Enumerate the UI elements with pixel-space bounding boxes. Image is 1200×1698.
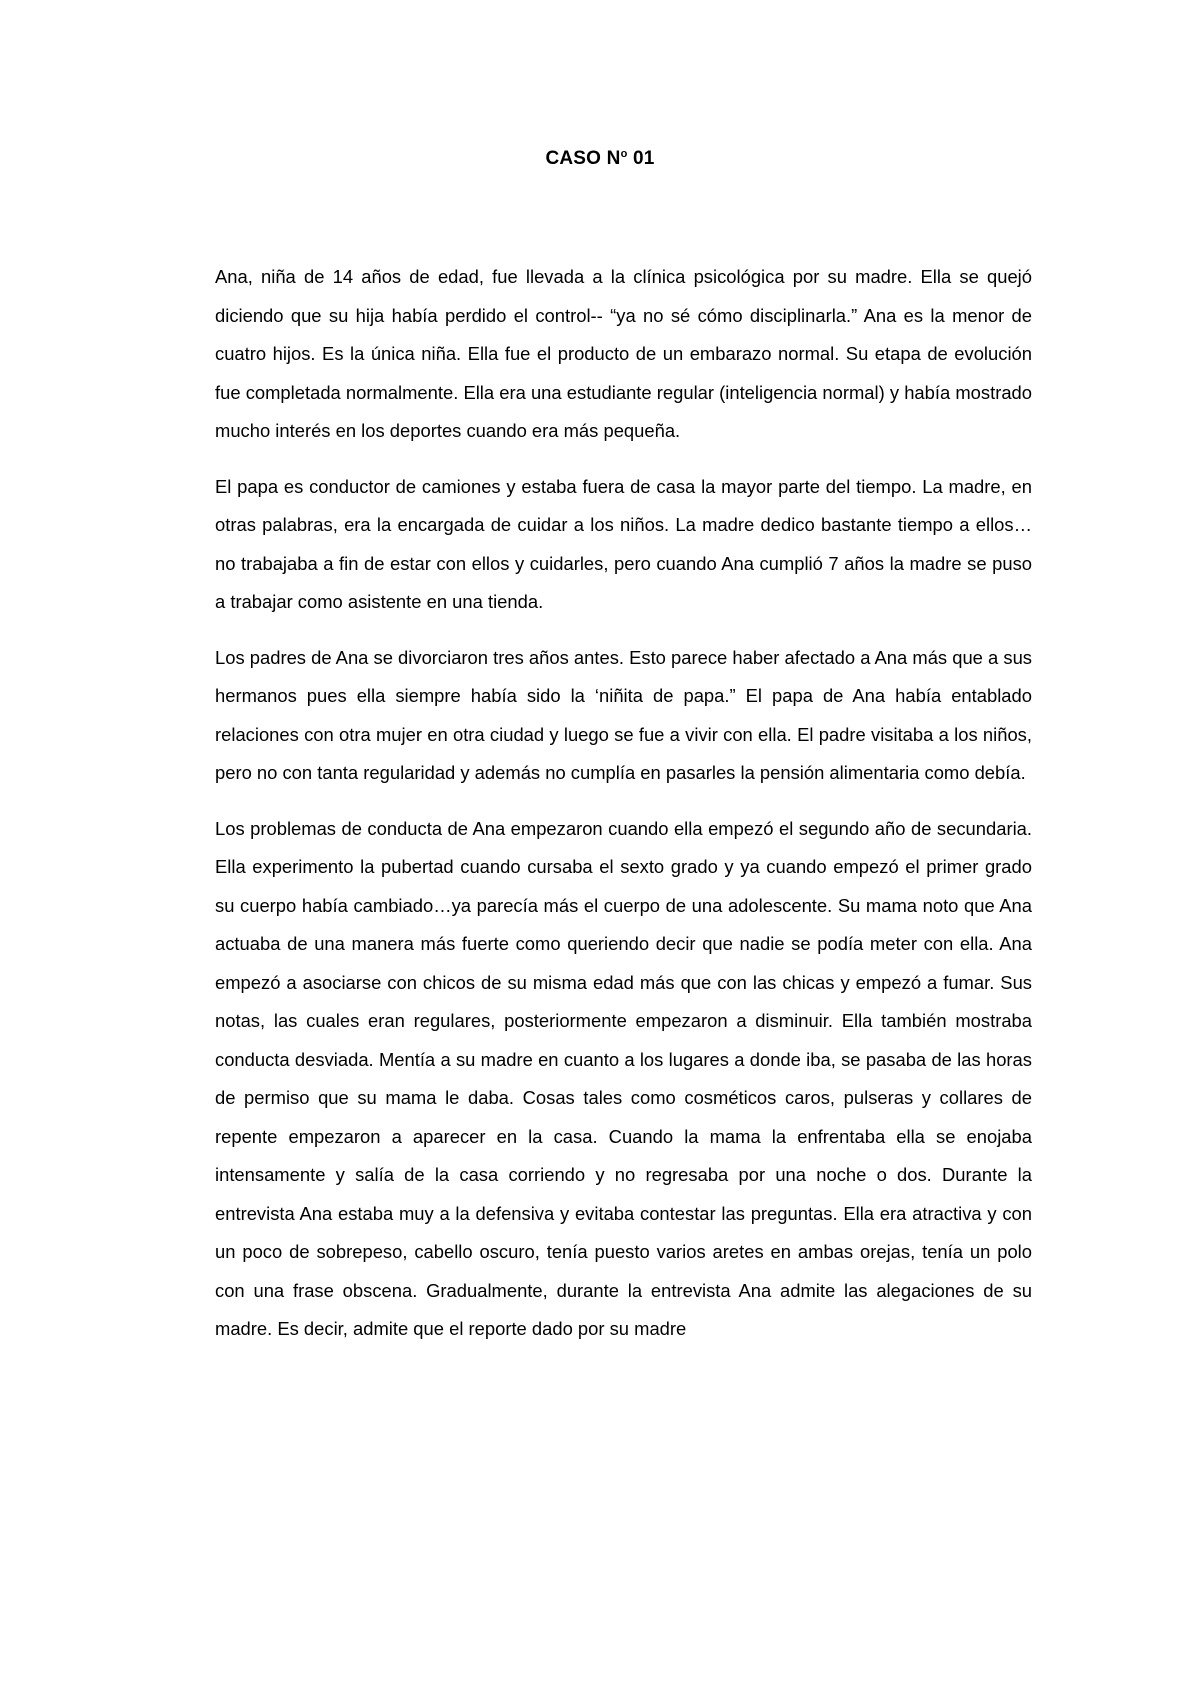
case-title-text: CASO N <box>545 148 621 169</box>
case-title-number: 01 <box>627 148 655 169</box>
paragraph-3: Los padres de Ana se divorciaron tres años antes. Esto parece haber afectado a Ana más que a sus hermanos pues ella siempre había sido la ‘niñita de papa.” El papa de Ana había entablado relaciones con otra mujer en otra ciudad y luego se fue a vivir con ella. El padre visitaba a los niños, pero no con tanta regularidad y además no cumplía en pasarles la pensión alimentaria como debía. <box>215 646 1032 783</box>
case-body <box>215 258 1032 1366</box>
paragraph-4: Los problemas de conducta de Ana empezaron cuando ella empezó el segundo año de secundaria. Ella experimento la pubertad cuando cursaba el sexto grado y ya cuando empezó el primer grado su cuerpo había cambiado…ya parecía más el cuerpo de una adolescente. Su mama noto que Ana actuaba de una manera más fuerte como queriendo decir que nadie se podía meter con ella. Ana empezó a asociarse con chicos de su misma edad más que con las chicas y empezó a fumar. Sus notas, las cuales eran regulares, posteriormente empezaron a disminuir. Ella también mostraba conducta desviada. Mentía a su madre en cuanto a los lugares a donde iba, se pasaba de las horas de permiso que su mama le daba. Cosas tales como cosméticos caros, pulseras y collares de repente empezaron a aparecer en la casa. Cuando la mama la enfrentaba ella se enojaba intensamente y salía de la casa corriendo y no regresaba por una noche o dos. Durante la entrevista Ana estaba muy a la defensiva y evitaba contestar las preguntas. Ella era atractiva y con un poco de sobrepeso, cabello oscuro, tenía puesto varios aretes en ambas orejas, tenía un polo con una frase obscena. Gradualmente, durante la entrevista Ana admite las alegaciones de su madre. Es decir, admite que el reporte dado por su madre <box>215 817 1032 1339</box>
case-title-ordinal: o <box>620 148 628 160</box>
paragraph-1: Ana, niña de 14 años de edad, fue llevada a la clínica psicológica por su madre. Ella se quejó diciendo que su hija había perdido el control-- “ya no sé cómo disciplinarla.” Ana es la menor de cuatro hijos. Es la única niña. Ella fue el producto de un embarazo normal. Su etapa de evolución fue completada normalmente. Ella era una estudiante regular (inteligencia normal) y había mostrado mucho interés en los deportes cuando era más pequeña. <box>215 266 1032 441</box>
case-title <box>0 148 1200 170</box>
paragraph-2: El papa es conductor de camiones y estaba fuera de casa la mayor parte del tiempo. La madre, en otras palabras, era la encargada de cuidar a los niños. La madre dedico bastante tiempo a ellos…no trabajaba a fin de estar con ellos y cuidarles, pero cuando Ana cumplió 7 años la madre se puso a trabajar como asistente en una tienda. <box>215 475 1032 612</box>
